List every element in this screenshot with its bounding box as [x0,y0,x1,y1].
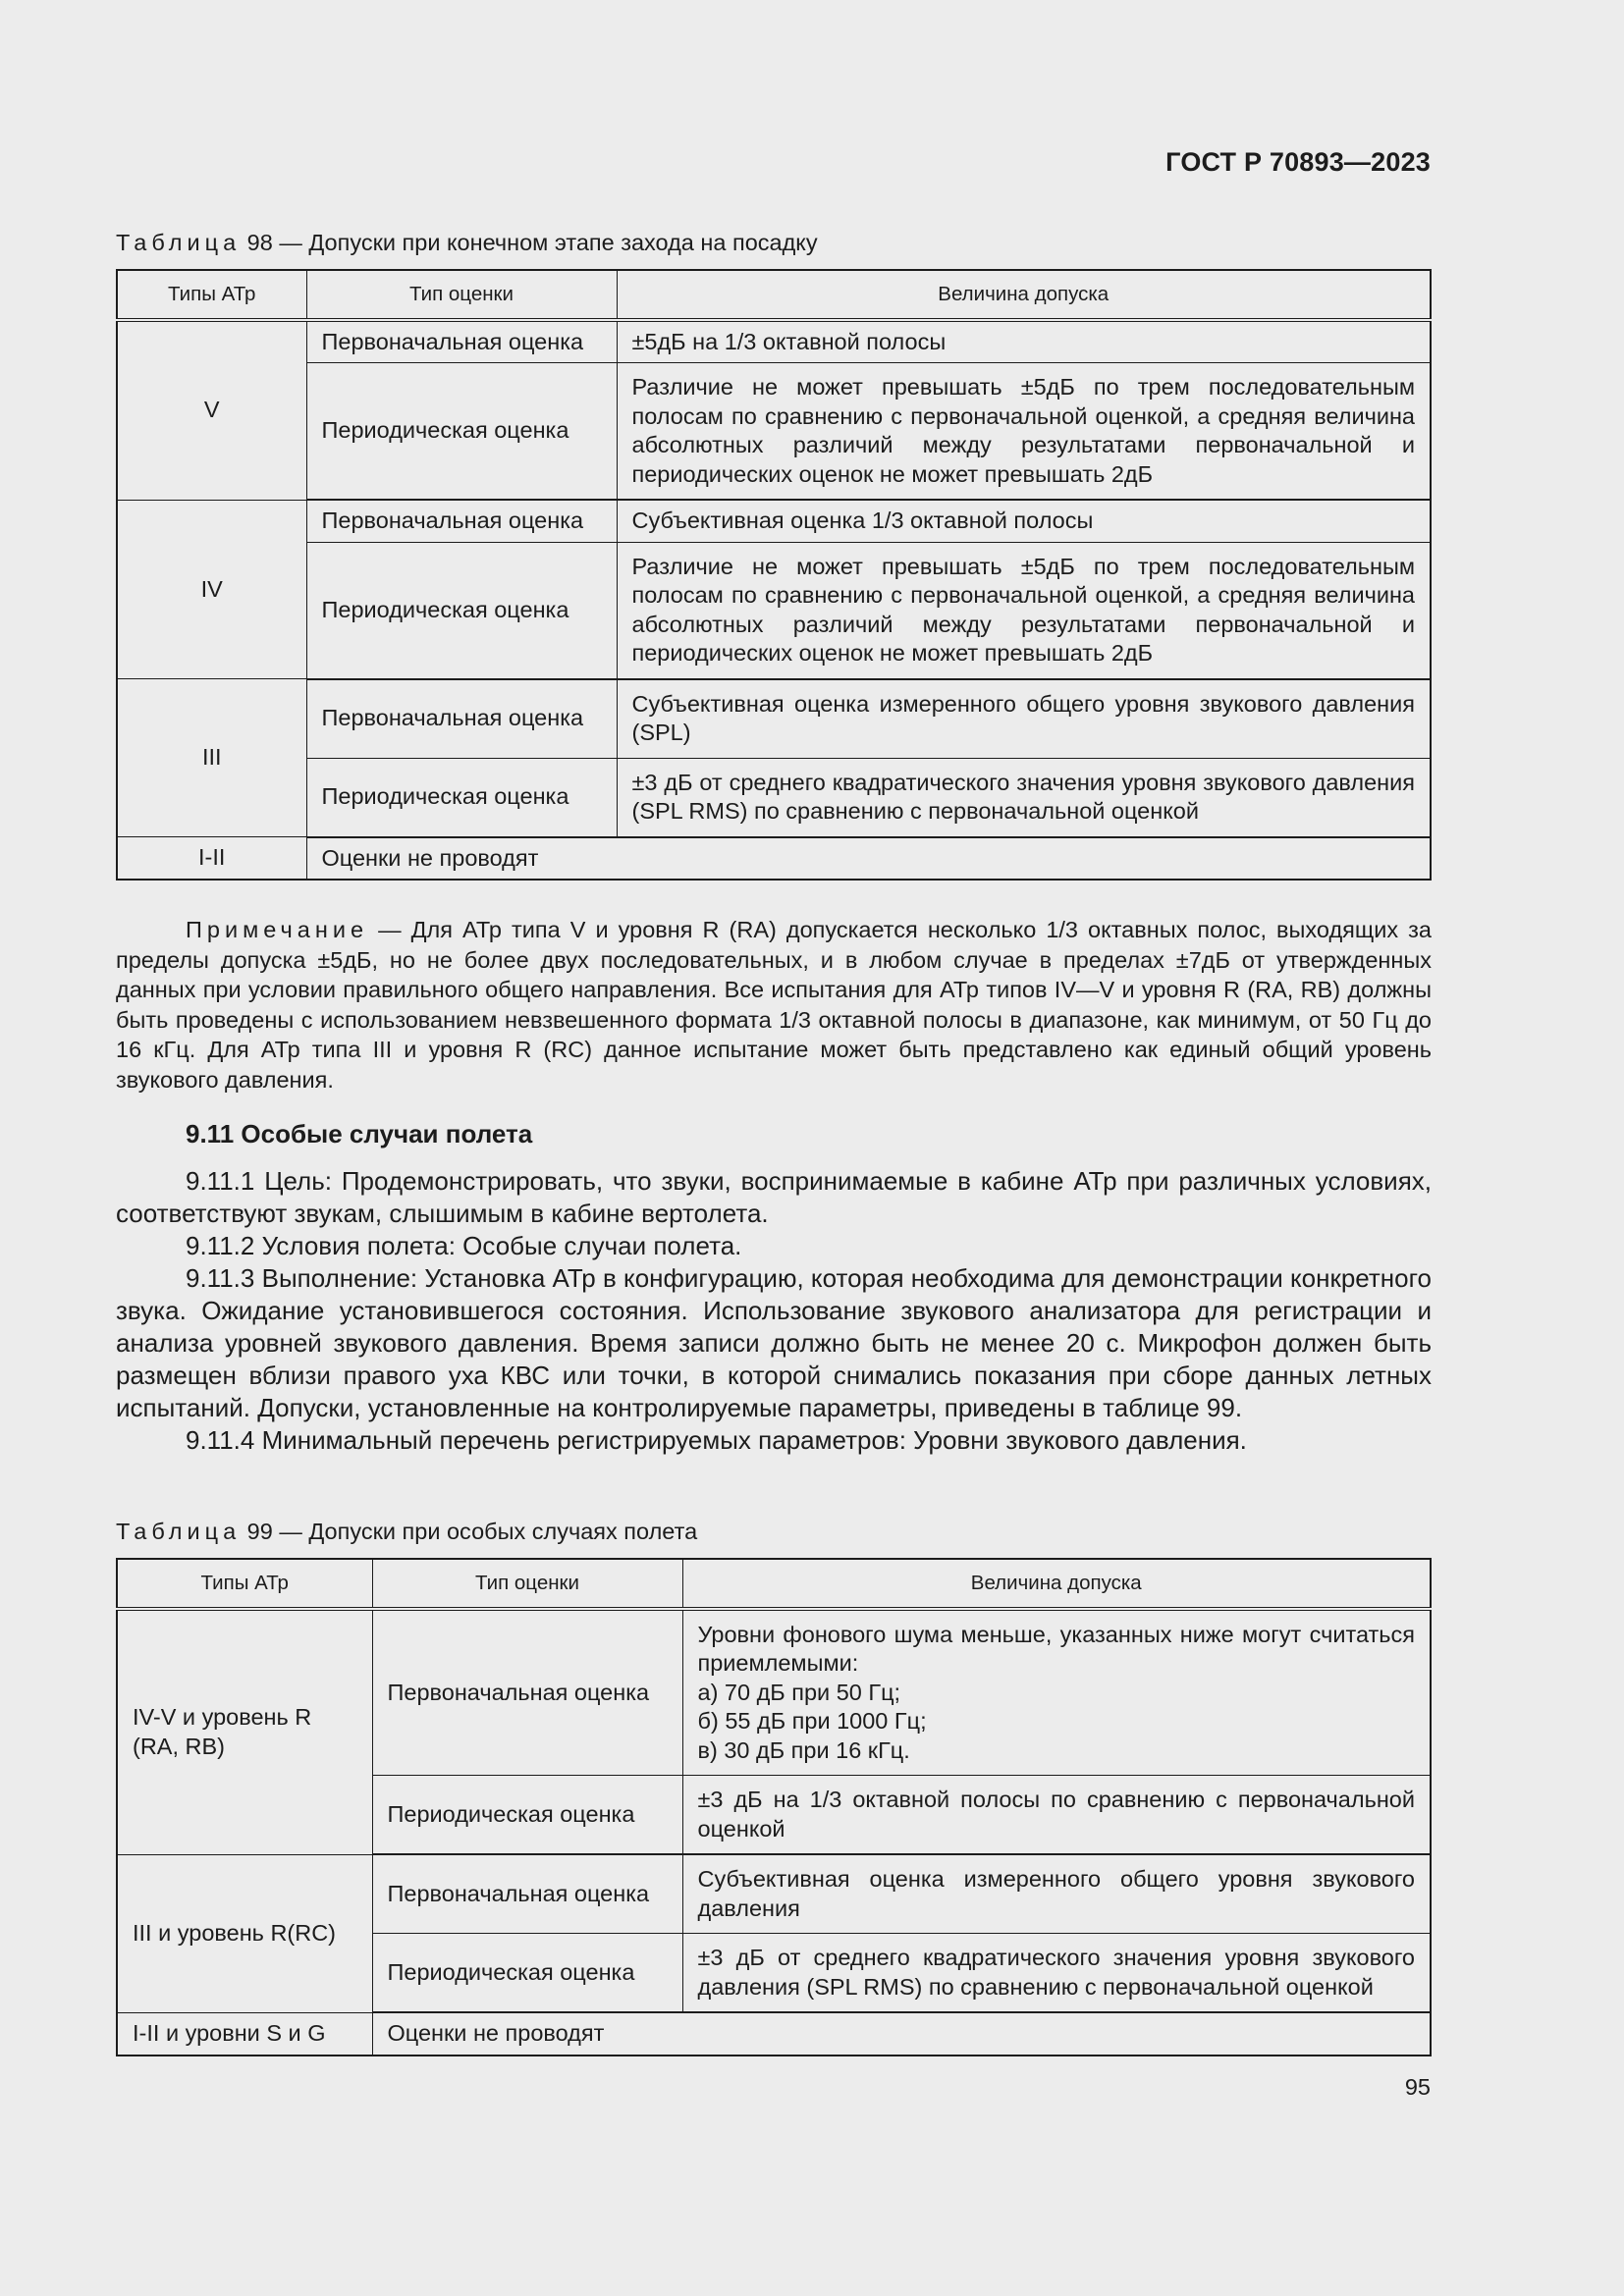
table98-type-iv: IV [117,500,306,679]
table98-note [116,915,1432,1095]
table98-header-assessment: Тип оценки [306,270,617,320]
tolerance-item: в) 30 дБ при 16 кГц. [697,1736,910,1763]
table98-header-tolerance: Величина допуска [617,270,1431,320]
assessment-cell: Периодическая оценка [306,542,617,679]
assessment-cell: Первоначальная оценка [306,320,617,363]
assessment-cell: Периодическая оценка [306,758,617,837]
table98-caption-text: 98 — Допуски при конечном этапе захода на посадку [241,230,818,255]
table99-type-i-ii: I-II и уровни S и G [117,2012,372,2056]
table98-type-i-ii: I-II [117,837,306,881]
note-label: Примечание [186,917,369,942]
table99 [116,1558,1432,2056]
table98-block [116,228,1432,881]
note-text: — Для АТр типа V и уровня R (RA) допускается несколько 1/3 октавных полос, выходящих за пределы допуска ±5дБ, но не более двух последовательных, и в любом случае в пределах ±7дБ от утвержденных данных при условии правильного общего направления. Все испытания для АТр типов IV—V и уровня R (RA, RB) должны быть проведены с использованием невзвешенного формата 1/3 октавной полосы в диапазоне, как минимум, от 50 Гц до 16 кГц. Для АТр типа III и уровня R (RC) данное испытание может быть представлено как единый общий уровень звукового давления. [116,917,1432,1093]
table99-type-iii: III и уровень R(RC) [117,1854,372,2012]
table98-caption [116,228,1432,257]
table-row [117,679,1431,759]
table-row [117,1854,1431,1934]
section-paragraph-2: 9.11.2 Условия полета: Особые случаи полета. [186,1231,742,1260]
table98-caption-word: Таблица [116,230,242,255]
tolerance-item: б) 55 дБ при 1000 Гц; [697,1708,927,1734]
no-assessment-cell: Оценки не проводят [372,2012,1431,2056]
table99-caption [116,1517,1432,1546]
tolerance-item: а) 70 дБ при 50 Гц; [697,1679,901,1705]
assessment-cell: Первоначальная оценка [372,1854,682,1934]
table98-type-iii: III [117,679,306,837]
no-assessment-cell: Оценки не проводят [306,837,1431,881]
tolerance-cell: ±3 дБ от среднего квадратического значения уровня звукового давления (SPL RMS) по сравнению с первоначальной оценкой [617,758,1431,837]
table-row [117,1609,1431,1776]
note-block [116,915,1432,1095]
table99-header-row [117,1559,1431,1609]
table99-header-type: Типы АТр [117,1559,372,1609]
section-paragraph-3: 9.11.3 Выполнение: Установка АТр в конфигурацию, которая необходима для демонстрации конкретного звука. Ожидание установившегося состояния. Использование звукового анализатора для регистрации и анализа уровней звукового давления. Время записи должно быть не менее 20 с. Микрофон должен быть размещен вблизи правого уха КВС или точки, в которой снимались показания при сборе данных летных испытаний. Допуски, установленные на контролируемые параметры, приведены в таблице 99. [116,1263,1432,1422]
assessment-cell: Периодическая оценка [372,1934,682,2013]
tolerance-cell: Различие не может превышать ±5дБ по трем последовательным полосам по сравнению с первоначальной оценкой, а средняя величина абсолютных различий между результатами первоначальной и периодических оценок не может превышать 2дБ [617,542,1431,679]
table-row [117,2012,1431,2056]
table-row [117,837,1431,881]
tolerance-cell: ±3 дБ на 1/3 октавной полосы по сравнению с первоначальной оценкой [682,1776,1431,1855]
table98-header-type: Типы АТр [117,270,306,320]
table99-header-assessment: Тип оценки [372,1559,682,1609]
tolerance-cell [682,1609,1431,1776]
table-row [117,758,1431,837]
tolerance-cell: Субъективная оценка 1/3 октавной полосы [617,500,1431,542]
assessment-cell: Периодическая оценка [372,1776,682,1855]
tolerance-cell: ±5дБ на 1/3 октавной полосы [617,320,1431,363]
table99-caption-word: Таблица [116,1519,242,1544]
table98-type-v: V [117,320,306,501]
table98-header-row [117,270,1431,320]
section-title: 9.11 Особые случаи полета [186,1119,533,1148]
page-number: 95 [1404,2074,1431,2100]
tolerance-cell: ±3 дБ от среднего квадратического значения уровня звукового давления (SPL RMS) по сравнению с первоначальной оценкой [682,1934,1431,2013]
table99-type-iv-v: IV-V и уровень R (RA, RB) [117,1609,372,1855]
assessment-cell: Периодическая оценка [306,363,617,501]
section-paragraph-1: 9.11.1 Цель: Продемонстрировать, что звуки, воспринимаемые в кабине АТр при различных условиях, соответствуют звукам, слышимым в кабине вертолета. [116,1166,1432,1228]
document-header: ГОСТ Р 70893—2023 [1165,147,1431,177]
tolerance-cell: Субъективная оценка измеренного общего уровня звукового давления [682,1854,1431,1934]
assessment-cell: Первоначальная оценка [306,679,617,759]
table99-header-tolerance: Величина допуска [682,1559,1431,1609]
table99-block [116,1517,1432,2056]
table-row [117,542,1431,679]
table98 [116,269,1432,881]
assessment-cell: Первоначальная оценка [372,1609,682,1776]
tolerance-cell: Субъективная оценка измеренного общего уровня звукового давления (SPL) [617,679,1431,759]
table-row [117,320,1431,363]
table-row [117,500,1431,542]
section-block [116,1119,1432,1457]
table99-caption-text: 99 — Допуски при особых случаях полета [241,1519,698,1544]
tolerance-intro: Уровни фонового шума меньше, указанных ниже могут считаться приемлемыми: [697,1621,1415,1676]
table-row [117,363,1431,501]
section-paragraph-4: 9.11.4 Минимальный перечень регистрируемых параметров: Уровни звукового давления. [186,1425,1247,1455]
tolerance-cell: Различие не может превышать ±5дБ по трем последовательным полосам по сравнению с первоначальной оценкой, а средняя величина абсолютных различий между результатами первоначальной и периодических оценок не может превышать 2дБ [617,363,1431,501]
assessment-cell: Первоначальная оценка [306,500,617,542]
